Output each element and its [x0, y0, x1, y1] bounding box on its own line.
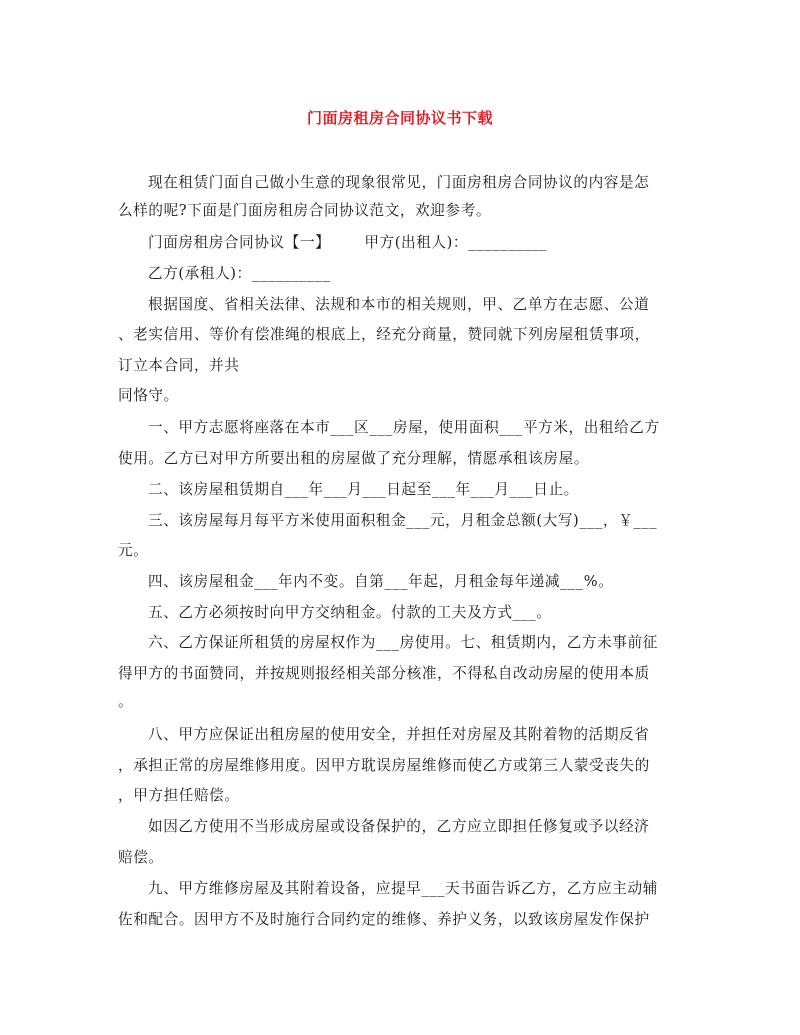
clause-9-line: 佐和配合。因甲方不及时施行合同约定的维修、养护义务，以致该房屋发作保护 — [118, 911, 650, 928]
paragraph-line: 么样的呢?下面是门面房租房合同协议范文，欢迎参考。 — [118, 202, 492, 219]
clause-6-line: 六、乙方保证所租赁的房屋权作为___房使用。七、租赁期内，乙方未事前征 — [148, 634, 658, 651]
clause-8-line: ，承担正常的房屋维修用度。因甲方耽误房屋维修而使乙方或第三人蒙受丧失的 — [118, 757, 650, 774]
clause-6-line: 得甲方的书面赞同，并按规则报经相关部分核准，不得私自改动房屋的使用本质 — [118, 665, 650, 682]
clause-6-line: 。 — [118, 693, 134, 710]
clause-1-line: 一、甲方志愿将座落在本市___区___房屋，使用面积___平方米，出租给乙方 — [148, 419, 660, 436]
clause-5-line: 五、乙方必须按时向甲方交纳租金。付款的工夫及方式___。 — [148, 604, 552, 621]
paragraph-line: 现在租赁门面自己做小生意的现象很常见，门面房租房合同协议的内容是怎 — [148, 174, 650, 191]
clause-3-line: 三、该房屋每月每平方米使用面积租金___元，月租金总额(大写)___，￥___ — [148, 512, 658, 529]
paragraph-line: 赔偿。 — [118, 849, 164, 866]
agreement-heading: 门面房租房合同协议【一】 — [148, 234, 331, 251]
clause-3-line: 元。 — [118, 542, 149, 559]
paragraph-line-row — [148, 233, 728, 253]
clause-9-line: 九、甲方维修房屋及其附着设备，应提早___天书面告诉乙方，乙方应主动辅 — [148, 880, 658, 897]
clause-4-line: 四、该房屋租金___年内不变。自第___年起，月租金每年递减___%。 — [148, 573, 614, 590]
clause-2-line: 二、该房屋租赁期自___年___月___日起至___年___月___日止。 — [148, 481, 579, 498]
paragraph-line: 同恪守。 — [118, 387, 179, 404]
party-a-line: 甲方(出租人)：__________ — [364, 234, 548, 251]
paragraph-line: 如因乙方使用不当形成房屋或设备保护的，乙方应立即担任修复或予以经济 — [148, 818, 650, 835]
paragraph-line: 、老实信用、等价有偿准绳的根底上，经充分商量，赞同就下列房屋租赁事项， — [118, 326, 650, 343]
party-b-line: 乙方(承租人)：__________ — [148, 265, 331, 282]
clause-1-line: 使用。乙方已对甲方所要出租的房屋做了充分理解，情愿承租该房屋。 — [118, 450, 590, 467]
clause-8-line: ，甲方担任赔偿。 — [118, 787, 240, 804]
paragraph-line: 订立本合同，并共 — [118, 357, 240, 374]
clause-8-line: 八、甲方应保证出租房屋的使用安全，并担任对房屋及其附着物的活期反省 — [148, 726, 650, 743]
paragraph-line: 根据国度、省相关法律、法规和本市的相关规则，甲、乙单方在志愿、公道 — [148, 296, 650, 313]
document-title: 门面房租房合同协议书下载 — [306, 109, 493, 127]
